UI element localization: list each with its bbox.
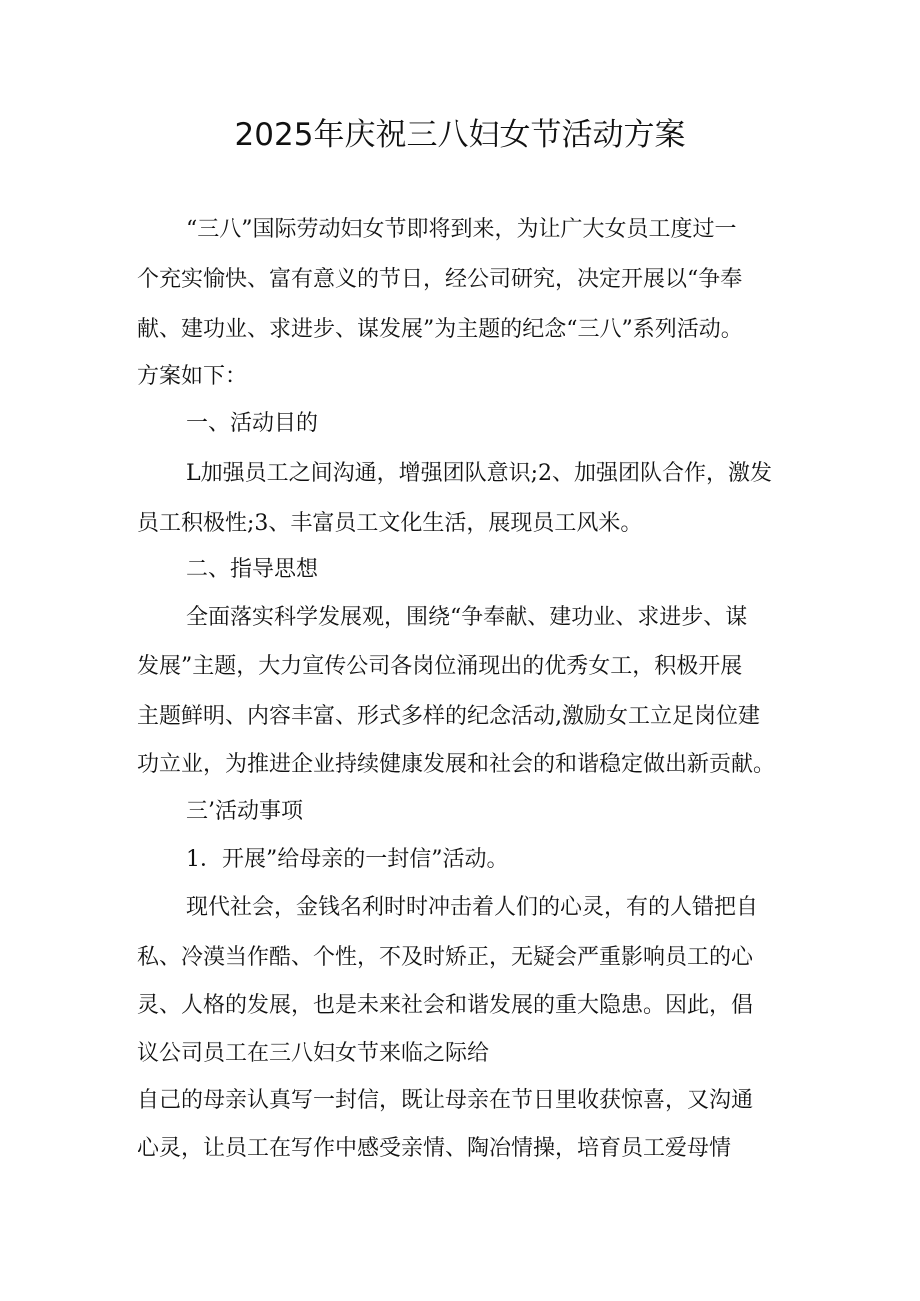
section-heading: 三’活动事项 [186,799,303,824]
paragraph-line: 私、冷漠当作酷、个性，不及时矫正，无疑会严重影响员工的心 [137,945,754,970]
paragraph-line: “三八”国际劳动妇女节即将到来，为让广大女员工度过一 [186,217,737,242]
paragraph-line: 功立业，为推进企业持续健康发展和社会的和谐稳定做出新贡献。 [137,752,776,777]
subheading: 1．开展”给母亲的一封信”活动。 [186,847,509,872]
section-heading: 一、活动目的 [186,411,319,436]
paragraph-line: 议公司员工在三八妇女节来临之际给 [137,1041,490,1066]
paragraph-line: 员工积极性;3、丰富员工文化生活，展现员工风米。 [137,511,643,536]
paragraph-line: 方案如下： [137,364,248,389]
paragraph-line: 全面落实科学发展观，围绕“争奉献、建功业、求进步、谋 [186,605,748,630]
paragraph-line: 个充实愉快、富有意义的节日，经公司研究，决定开展以“争奉 [137,267,743,292]
paragraph-line: 现代社会，金钱名利时时冲击着人们的心灵，有的人错把自 [186,895,759,920]
paragraph-line: 自己的母亲认真写一封信，既让母亲在节日里收获惊喜，又沟通 [137,1088,754,1113]
paragraph-line: 主题鲜明、内容丰富、形式多样的纪念活动,激励女工立足岗位建 [137,704,760,729]
paragraph-line: 心灵，让员工在写作中感受亲情、陶冶情操，培育员工爱母情 [137,1136,732,1161]
paragraph-line: 灵、人格的发展，也是未来社会和谐发展的重大隐患。因此，倡 [137,993,754,1018]
paragraph-line: 献、建功业、求进步、谋发展”为主题的纪念“三八”系列活动。 [137,317,743,342]
document-title: 2025年庆祝三八妇女节活动方案 [234,117,686,153]
paragraph-line: 发展”主题，大力宣传公司各岗位涌现出的优秀女工，积极开展 [137,654,743,679]
section-heading: 二、指导思想 [186,557,319,582]
paragraph-line: L加强员工之间沟通，增强团队意识;2、加强团队合作，激发 [186,461,773,486]
